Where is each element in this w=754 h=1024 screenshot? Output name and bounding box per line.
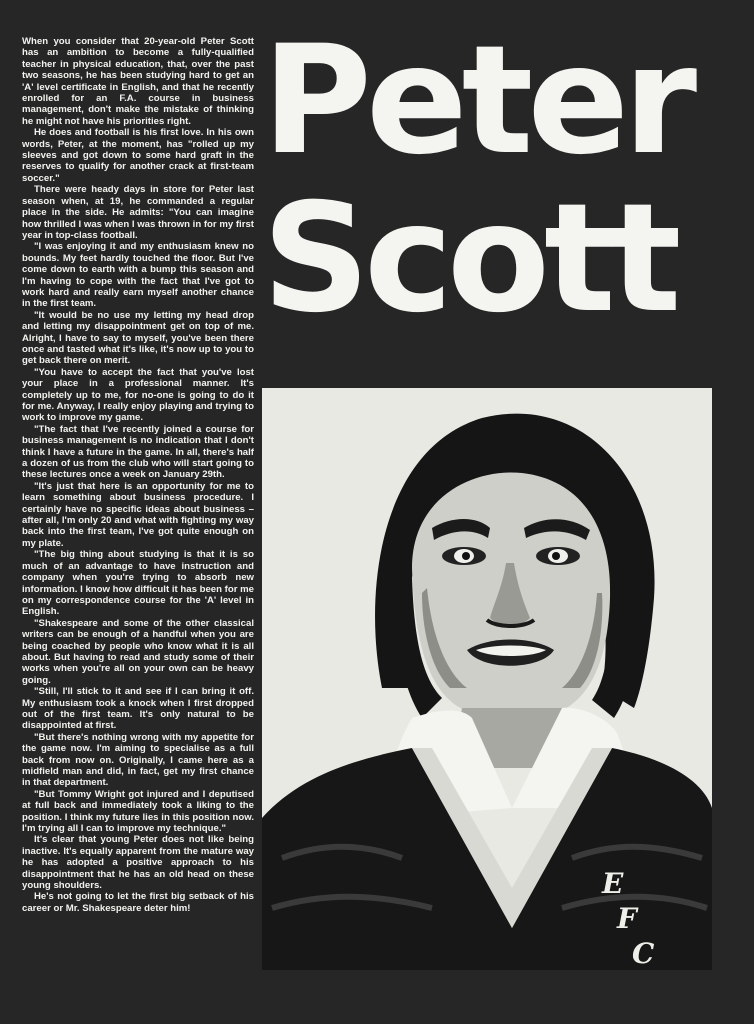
article-paragraph: "But Tommy Wright got injured and I deputised at full back and immediately took a liking to the position. I think my future lies in this position now. I'm trying all I can to improve my technique."	[22, 788, 254, 835]
article-paragraph: When you consider that 20-year-old Peter Scott has an ambition to become a fully-qualified teacher in physical education, that, over the past two seasons, he has been studying hard to get an 'A' level certificate in English, and that he recently enrolled for an F.A. course in business management, don't make the mistake of thinking he might not have his priorities right.	[22, 36, 254, 127]
headline	[262, 14, 732, 346]
club-monogram-c: C	[632, 937, 655, 970]
article-paragraph: "It's just that here is an opportunity for me to learn something about business procedure. I certainly have no specific ideas about business – after all, I'm only 20 and what with fighting my way back into the first team, I've got quite enough on my plate.	[22, 480, 254, 549]
article-paragraph: "The big thing about studying is that it is so much of an advantage to have instruction and company when you're trying to absorb new information. I know how difficult it has been for me on my correspondence course for the 'A' level in English.	[22, 549, 254, 618]
portrait-illustration	[262, 388, 712, 970]
headline-surname: Scott	[262, 172, 676, 346]
club-monogram-e: E	[602, 867, 624, 900]
article-paragraph: "But there's nothing wrong with my appetite for the game now. I'm aiming to specialise as a full back from now on. Originally, I came here as a midfield man and did, in fact, get my first chance in that department.	[22, 731, 254, 789]
article-paragraph: "Still, I'll stick to it and see if I can bring it off. My enthusiasm took a knock when I first dropped out of the first team. It's only natural to be disappointed at first.	[22, 686, 254, 732]
article-paragraph: "The fact that I've recently joined a course for business management is no indication that I don't think I have a future in the game. In all, there's half a dozen of us from the club who will start going to these lectures once a week on January 29th.	[22, 423, 254, 481]
article-paragraph: There were heady days in store for Peter last season when, at 19, he commanded a regular place in the side. He admits: "You can imagine how thrilled I was when I was thrown in for my first year in top-class football.	[22, 184, 254, 241]
article-paragraph: "I was enjoying it and my enthusiasm knew no bounds. My feet hardly touched the floor. But I've come down to earth with a bump this season and I'm having to cope with the fact that I've got to work hard and really earn myself another chance in the first team.	[22, 241, 254, 310]
article-paragraph: "You have to accept the fact that you've lost your place in a professional manner. It's completely up to me, for no-one is going to do it for me. Anyway, I really enjoy playing and trying to work to improve my game.	[22, 366, 254, 424]
article-paragraph: "It would be no use my letting my head drop and letting my disappointment get on top of me. Alright, I have to say to myself, you've been there once and tasted what it's like, it's now up to you to get back there on merit.	[22, 309, 254, 367]
article-paragraph: "Shakespeare and some of the other classical writers can be enough of a handful when you are being coached by people who know what it is all about. But having to read and study some of their works when you're all on your own can be heavy going.	[22, 617, 254, 686]
article-paragraph: He does and football is his first love. In his own words, Peter, at the moment, has "rolled up my sleeves and got down to some hard graft in the reserves to qualify for another crack at first-team soccer."	[22, 127, 254, 184]
article-paragraph: It's clear that young Peter does not like being inactive. It's equally apparent from the mature way he has adopted a positive approach to his disappointment that he has an old head on these young shoulders.	[22, 834, 254, 892]
player-portrait-photo	[262, 388, 712, 970]
headline-first-name: Peter	[262, 14, 692, 188]
club-monogram-f: F	[617, 902, 637, 935]
article-body	[22, 36, 254, 914]
article-paragraph: He's not going to let the first big setback of his career or Mr. Shakespeare deter him!	[22, 891, 254, 914]
